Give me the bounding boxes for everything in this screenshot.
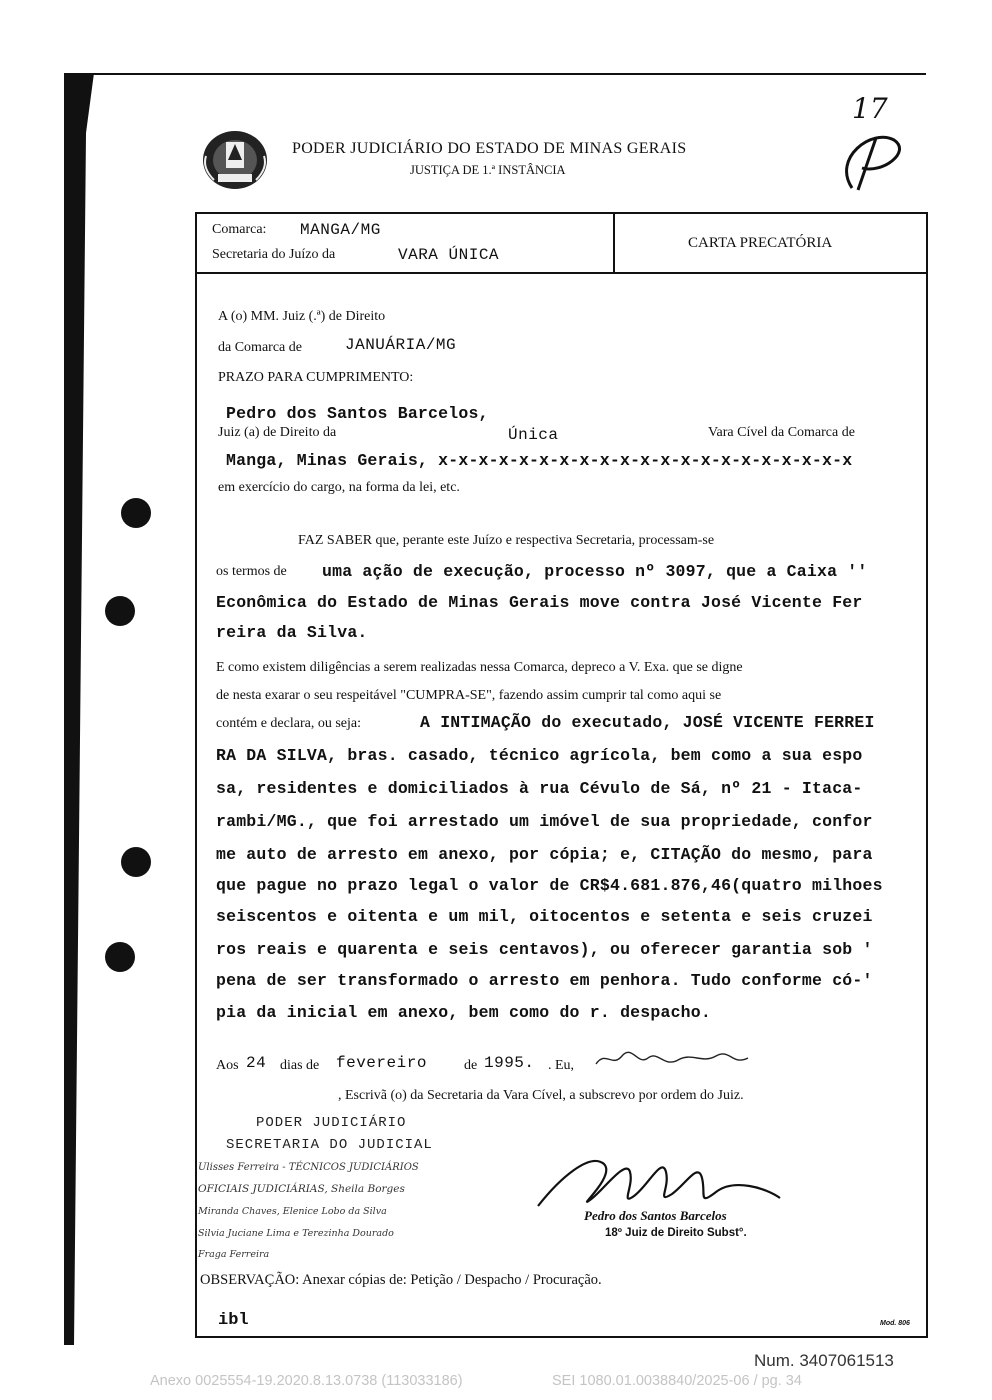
body-line-3: Econômica do Estado de Minas Gerais move contra José Vicente Fer (216, 593, 863, 612)
body-line-4: reira da Silva. (216, 623, 368, 642)
header-column-divider (613, 212, 615, 274)
handwritten-rubric-icon (832, 118, 922, 198)
closing-escriva: , Escrivã (o) da Secretaria da Vara Cível, a subscrevo por ordem do Juiz. (338, 1088, 744, 1103)
signature-role: 18º Juiz de Direito Subst°. (605, 1227, 747, 1239)
court-title: PODER JUDICIÁRIO DO ESTADO DE MINAS GERAIS (292, 140, 687, 157)
sei-reference: SEI 1080.01.0038840/2025-06 / pg. 34 (552, 1373, 802, 1389)
closing-day: 24 (246, 1054, 267, 1072)
court-subtitle: JUSTIÇA DE 1.ª INSTÂNCIA (410, 163, 566, 177)
como-line-1: E como existem diligências a serem realizadas nessa Comarca, depreco a V. Exa. que se digne (216, 660, 743, 675)
secretaria-label: Secretaria do Juízo da (212, 247, 336, 262)
como-line-3-typed: A INTIMAÇÃO do executado, JOSÉ VICENTE FERREI (420, 713, 875, 732)
coat-of-arms-icon (200, 128, 270, 192)
closing-de: de (464, 1058, 478, 1073)
address-comarca-value: JANUÁRIA/MG (345, 336, 457, 354)
annex-reference: Anexo 0025554-19.2020.8.13.0738 (113033186) (150, 1373, 463, 1389)
typed-line-4: me auto de arresto em anexo, por cópia; e, CITAÇÃO do mesmo, para (216, 845, 873, 864)
comarca-value: MANGA/MG (300, 221, 381, 239)
termos-typed: uma ação de execução, processo nº 3097, que a Caixa '' (322, 562, 868, 581)
observation-note: OBSERVAÇÃO: Anexar cópias de: Petição / Despacho / Procuração. (200, 1272, 602, 1288)
typist-initials: ibl (218, 1311, 249, 1330)
page-left-edge (64, 73, 98, 1345)
stamp-line-6: Silvia Juciane Lima e Terezinha Dourado (198, 1228, 394, 1239)
como-line-2: de nesta exarar o seu respeitável "CUMPRA-SE", fazendo assim cumprir tal como aqui se (216, 688, 722, 703)
signature-name: Pedro dos Santos Barcelos (584, 1208, 727, 1223)
stamp-line-3: Ulisses Ferreira - TÉCNICOS JUDICIÁRIOS (198, 1162, 419, 1173)
stamp-line-2: SECRETARIA DO JUDICIAL (226, 1137, 433, 1153)
deadline-label: PRAZO PARA CUMPRIMENTO: (218, 370, 414, 385)
address-comarca-label: da Comarca de (218, 340, 302, 355)
stamp-line-1: PODER JUDICIÁRIO (256, 1115, 407, 1131)
typed-line-6: seiscentos e oitenta e um mil, oitocentos e setenta e seis cruzei (216, 907, 873, 926)
binder-hole (105, 596, 135, 626)
judge-name: Pedro dos Santos Barcelos, (226, 404, 489, 423)
closing-year: 1995. (484, 1054, 535, 1072)
typed-line-2: sa, residentes e domiciliados à rua Cévulo de Sá, nº 21 - Itaca- (216, 779, 863, 798)
stamp-line-4: OFICIAIS JUDICIÁRIAS, Sheila Borges (198, 1183, 405, 1195)
form-model: Mod. 806 (880, 1320, 910, 1327)
typed-line-7: ros reais e quarenta e seis centavos), ou oferecer garantia sob ' (216, 940, 873, 959)
document-number: Num. 3407061513 (754, 1351, 894, 1370)
binder-hole (105, 942, 135, 972)
secretaria-value: VARA ÚNICA (398, 246, 500, 264)
judge-label: Juiz (a) de Direito da (218, 425, 337, 440)
closing-dias-de: dias de (280, 1058, 320, 1073)
closing-month: fevereiro (336, 1054, 427, 1072)
binder-hole (121, 498, 151, 528)
vara-civel-label: Vara Cível da Comarca de (708, 425, 855, 440)
binder-hole (121, 847, 151, 877)
address-judge: A (o) MM. Juiz (.ª) de Direito (218, 309, 386, 324)
judge-vara: Única (508, 426, 559, 444)
document-type: CARTA PRECATÓRIA (688, 235, 833, 251)
closing-eu: . Eu, (548, 1058, 575, 1073)
judge-comarca: Manga, Minas Gerais, x-x-x-x-x-x-x-x-x-x-x-x-x-x-x-x-x-x-x-x-x (226, 451, 853, 470)
page-mark: 17 (852, 92, 888, 125)
typed-line-5: que pague no prazo legal o valor de CR$4.681.876,46(quatro milhoes (216, 876, 883, 895)
stamp-line-7: Fraga Ferreira (198, 1249, 270, 1260)
typed-line-3: rambi/MG., que foi arrestado um imóvel de sua propriedade, confor (216, 812, 873, 831)
typed-line-1: RA DA SILVA, bras. casado, técnico agrícola, bem como a sua espo (216, 746, 863, 765)
closing-aos: Aos (216, 1058, 239, 1073)
comarca-label: Comarca: (212, 222, 267, 237)
como-line-3-label: contém e declara, ou seja: (216, 716, 361, 731)
header-divider (195, 272, 928, 274)
exercicio-text: em exercício do cargo, na forma da lei, etc. (218, 480, 460, 495)
typed-line-9: pia da inicial em anexo, bem como do r. despacho. (216, 1003, 711, 1022)
clerk-initials-icon (592, 1046, 752, 1072)
termos-label: os termos de (216, 564, 287, 579)
stamp-line-5: Miranda Chaves, Elenice Lobo da Silva (198, 1206, 387, 1217)
faz-saber-text: FAZ SABER que, perante este Juízo e respectiva Secretaria, processam-se (298, 533, 715, 548)
typed-line-8: pena de ser transformado o arresto em penhora. Tudo conforme có-' (216, 971, 873, 990)
